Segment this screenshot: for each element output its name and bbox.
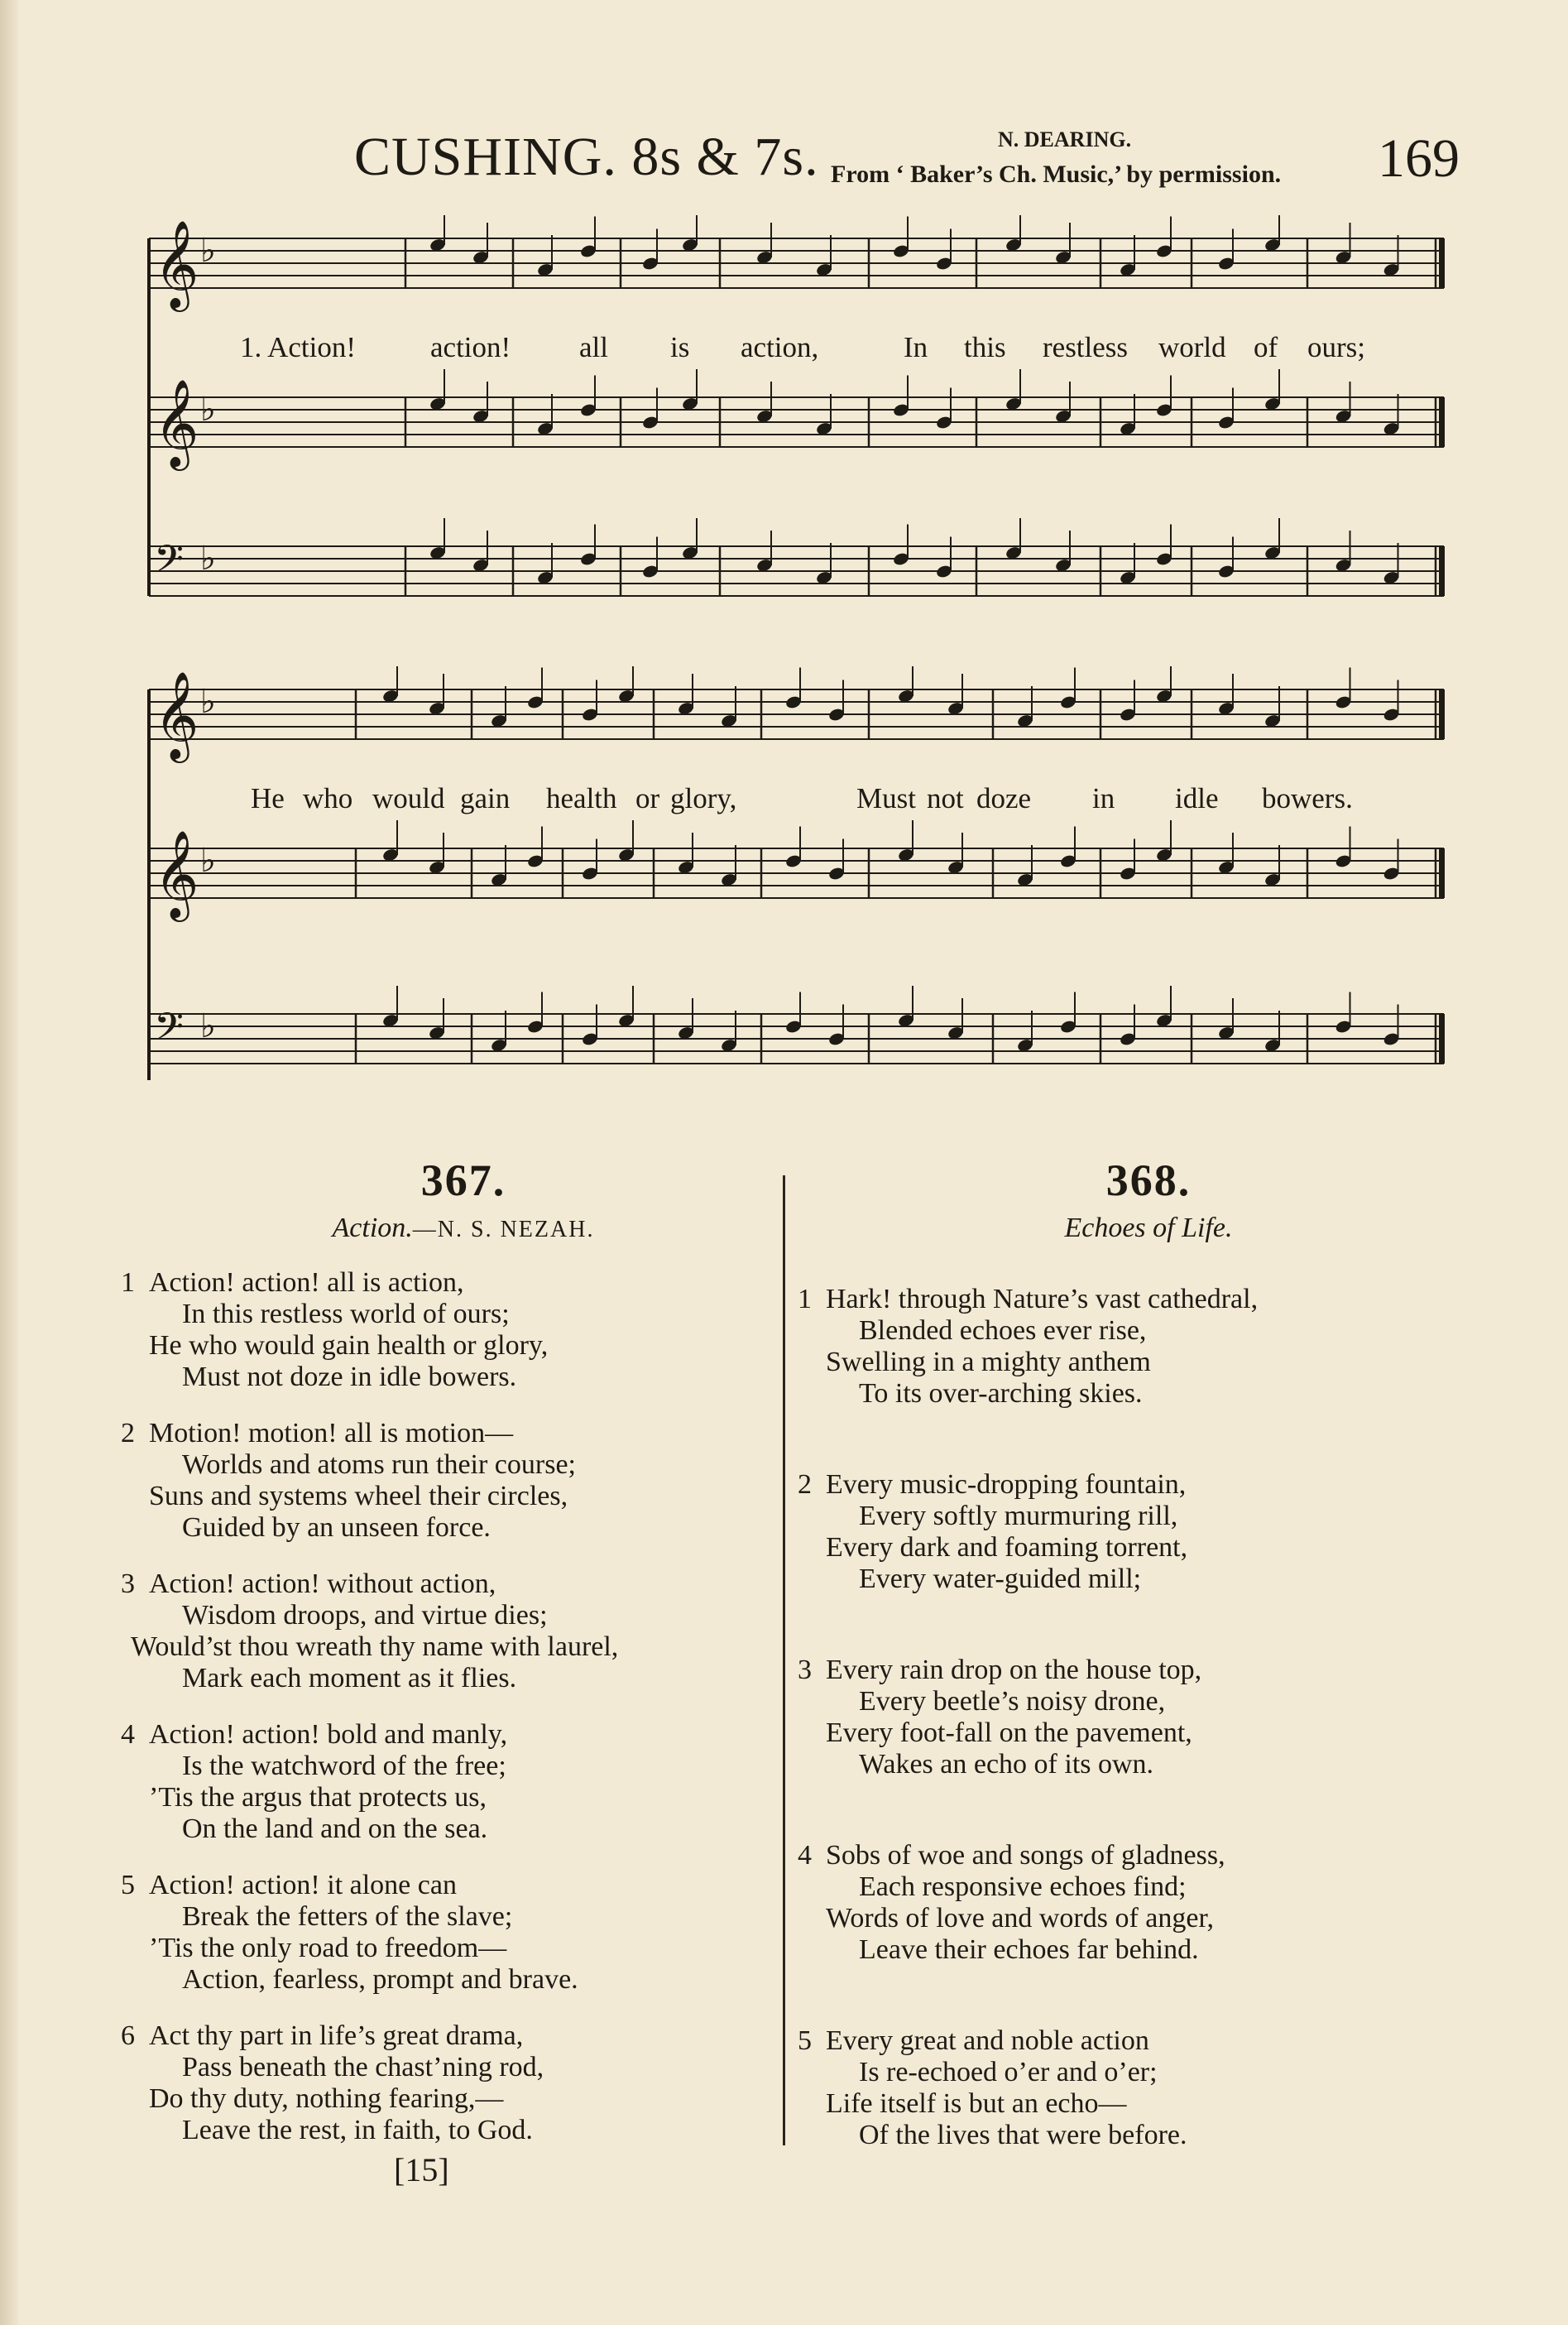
stanza-line: On the land and on the sea. xyxy=(182,1813,488,1844)
lyric-syllable: glory, xyxy=(670,782,737,814)
stanza-line xyxy=(121,1870,778,1901)
stanza-line: Words of love and words of anger, xyxy=(826,1903,1214,1933)
stanza-line xyxy=(121,2020,778,2052)
stanza-line: Mark each moment as it flies. xyxy=(182,1663,517,1693)
final-bar-thick xyxy=(1439,848,1445,898)
stanza-5 xyxy=(121,1870,778,1996)
stanza-line xyxy=(798,1840,1471,1871)
lyric-syllable: bowers. xyxy=(1262,782,1353,814)
final-bar-thick xyxy=(1439,397,1445,447)
lyric-syllable: gain xyxy=(460,782,511,814)
music-system-1 xyxy=(124,215,1448,621)
flat-sign-icon: ♭ xyxy=(200,232,216,270)
flat-sign-icon: ♭ xyxy=(200,1007,216,1045)
lyric-line-2 xyxy=(124,782,1448,819)
stanza-number: 2 xyxy=(121,1418,135,1448)
stanza-number: 4 xyxy=(798,1840,812,1871)
lyric-syllable: world xyxy=(1158,331,1226,363)
stanza-line: Is the watchword of the free; xyxy=(182,1751,506,1781)
stanza-5 xyxy=(798,2025,1471,2151)
stanza-line: Wakes an echo of its own. xyxy=(859,1749,1154,1780)
stanza-line: Guided by an unseen force. xyxy=(182,1512,491,1543)
lyric-syllable: all xyxy=(579,331,608,363)
lyric-syllable: is xyxy=(670,331,690,363)
stanza-line: Every water-guided mill; xyxy=(859,1564,1142,1594)
bass-clef-icon: 𝄢 xyxy=(154,1005,185,1059)
stanza-line-text: Hark! through Nature’s vast cathedral, xyxy=(826,1284,1259,1314)
flat-sign-icon: ♭ xyxy=(200,683,216,721)
stanza-number: 3 xyxy=(798,1655,812,1685)
stanza-line: Blended echoes ever rise, xyxy=(859,1315,1147,1346)
lyric-syllable: health xyxy=(546,782,617,814)
lyric-line-1 xyxy=(124,331,1448,367)
lyric-syllable: this xyxy=(964,331,1006,363)
stanza-line-text: Action! action! all is action, xyxy=(149,1267,464,1298)
stanza-line xyxy=(798,1655,1471,1686)
stanza-line-text: Action! action! without action, xyxy=(149,1568,496,1599)
flat-sign-icon: ♭ xyxy=(200,842,216,880)
stanza-1 xyxy=(798,1284,1471,1410)
stanza-line: ’Tis the argus that protects us, xyxy=(149,1782,487,1813)
stanza-line: Do thy duty, nothing fearing,— xyxy=(149,2083,504,2114)
stanza-line: Is re-echoed o’er and o’er; xyxy=(859,2057,1158,2087)
lyric-syllable: action! xyxy=(430,331,511,363)
final-bar-thick xyxy=(1439,546,1445,596)
lyric-syllable: or xyxy=(635,782,660,814)
page-number: 169 xyxy=(1378,128,1460,189)
page-edge xyxy=(0,0,18,2325)
signature-mark: [15] xyxy=(394,2151,449,2188)
stanza-number: 5 xyxy=(798,2025,812,2056)
stanza-line: Life itself is but an echo— xyxy=(826,2088,1127,2119)
stanza-line: Break the fetters of the slave; xyxy=(182,1901,513,1932)
stanza-number: 3 xyxy=(121,1568,135,1599)
stanza-line-text: Action! action! it alone can xyxy=(149,1870,457,1900)
stanza-6 xyxy=(121,2020,778,2146)
lyric-syllable: who xyxy=(303,782,353,814)
hymn-368 xyxy=(798,1155,1471,2151)
score-staves-2 xyxy=(124,666,1448,1097)
flat-sign-icon: ♭ xyxy=(200,391,216,429)
stanza-line-text: Every music-dropping fountain, xyxy=(826,1469,1187,1500)
hymn-attribution: —N. S. NEZAH. xyxy=(412,1217,595,1242)
column-divider xyxy=(783,1175,785,2145)
stanza-2 xyxy=(798,1469,1471,1595)
stanza-number: 4 xyxy=(121,1719,135,1750)
stanza-line-text: Every great and noble action xyxy=(826,2025,1149,2056)
stanza-line: To its over-arching skies. xyxy=(859,1378,1143,1409)
stanza-line: He who would gain health or glory, xyxy=(149,1330,549,1361)
stanza-line: Every softly murmuring rill, xyxy=(859,1501,1178,1531)
tune-title: CUSHING. 8s & 7s. xyxy=(354,127,819,187)
lyric-syllable: of xyxy=(1254,331,1278,363)
stanza-line: Every beetle’s noisy drone, xyxy=(859,1686,1166,1717)
lyric-syllable: not xyxy=(927,782,964,814)
stanza-line: Each responsive echoes find; xyxy=(859,1871,1187,1902)
lyric-syllable: He xyxy=(251,782,285,814)
final-bar-thick xyxy=(1439,689,1445,739)
lyric-syllable: In xyxy=(904,331,928,363)
treble-clef-icon: 𝄞 xyxy=(154,219,199,308)
stanza-line: Wisdom droops, and virtue dies; xyxy=(182,1600,548,1631)
stanza-number: 5 xyxy=(121,1870,135,1900)
stanza-line-text: Sobs of woe and songs of gladness, xyxy=(826,1840,1225,1871)
stanza-line-text: Every rain drop on the house top, xyxy=(826,1655,1202,1685)
stanza-1 xyxy=(121,1267,778,1393)
stanza-line: Worlds and atoms run their course; xyxy=(182,1449,576,1480)
stanza-line: Swelling in a mighty anthem xyxy=(826,1347,1151,1377)
hymn-number: 368. xyxy=(1105,1155,1192,1205)
final-bar-thick xyxy=(1439,238,1445,288)
stanza-line: Pass beneath the chast’ning rod, xyxy=(182,2052,544,2082)
stanza-4 xyxy=(798,1840,1471,1966)
stanza-line xyxy=(121,1267,778,1299)
stanza-3 xyxy=(121,1568,778,1694)
lyric-syllable: 1. Action! xyxy=(240,331,356,363)
page-header xyxy=(0,116,1568,207)
stanza-4 xyxy=(121,1719,778,1845)
stanza-line xyxy=(121,1418,778,1449)
stanza-line: Suns and systems wheel their circles, xyxy=(149,1481,568,1511)
stanza-3 xyxy=(798,1655,1471,1780)
stanza-line xyxy=(798,1469,1471,1501)
source-credit: From ‘ Baker’s Ch. Music,’ by permission. xyxy=(831,161,1282,188)
lyric-syllable: in xyxy=(1092,782,1115,814)
stanza-line: In this restless world of ours; xyxy=(182,1299,510,1329)
stanza-number: 6 xyxy=(121,2020,135,2051)
stanza-line: Every dark and foaming torrent, xyxy=(826,1532,1188,1563)
stanza-line: ’Tis the only road to freedom— xyxy=(149,1933,507,1963)
stanza-number: 1 xyxy=(798,1284,812,1314)
score-staves-1 xyxy=(124,215,1448,621)
treble-clef-icon: 𝄞 xyxy=(154,378,199,467)
final-bar-thick xyxy=(1439,1014,1445,1064)
hymn-number: 367. xyxy=(420,1155,506,1205)
hymn-title-text: Action. xyxy=(332,1213,413,1243)
treble-clef-icon: 𝄞 xyxy=(154,670,199,759)
stanza-line-text: Action! action! bold and manly, xyxy=(149,1719,508,1750)
stanza-line-text: Act thy part in life’s great drama, xyxy=(149,2020,524,2051)
hymn-title xyxy=(149,1213,778,1244)
stanza-line-text: Motion! motion! all is motion— xyxy=(149,1418,514,1448)
stanza-line: Of the lives that were before. xyxy=(859,2120,1187,2150)
lyric-syllable: Must xyxy=(856,782,916,814)
treble-clef-icon: 𝄞 xyxy=(154,829,199,918)
hymn-title: Echoes of Life. xyxy=(1064,1213,1233,1243)
flat-sign-icon: ♭ xyxy=(200,540,216,578)
lyric-syllable: doze xyxy=(976,782,1032,814)
lyric-syllable: action, xyxy=(741,331,819,363)
stanza-line: Every foot-fall on the pavement, xyxy=(826,1717,1192,1748)
stanza-line: Must not doze in idle bowers. xyxy=(182,1362,517,1392)
stanza-line: Leave the rest, in faith, to God. xyxy=(182,2115,533,2145)
stanza-number: 1 xyxy=(121,1267,135,1298)
composer-credit: N. DEARING. xyxy=(998,127,1132,151)
lyric-syllable: ours; xyxy=(1307,331,1365,363)
stanza-line: Would’st thou wreath thy name with laurel, xyxy=(131,1631,619,1662)
stanza-line: Leave their echoes far behind. xyxy=(859,1934,1199,1965)
stanza-2 xyxy=(121,1418,778,1544)
lyric-syllable: restless xyxy=(1043,331,1129,363)
stanza-number: 2 xyxy=(798,1469,812,1500)
stanza-line: Action, fearless, prompt and brave. xyxy=(182,1964,578,1995)
music-system-2 xyxy=(124,666,1448,1097)
stanza-line xyxy=(121,1568,778,1600)
lyric-syllable: would xyxy=(372,782,445,814)
bass-clef-icon: 𝄢 xyxy=(154,537,185,591)
stanza-line xyxy=(798,2025,1471,2057)
lyric-syllable: idle xyxy=(1175,782,1219,814)
hymn-367 xyxy=(121,1155,778,2146)
stanza-line xyxy=(121,1719,778,1751)
stanza-line xyxy=(798,1284,1471,1315)
